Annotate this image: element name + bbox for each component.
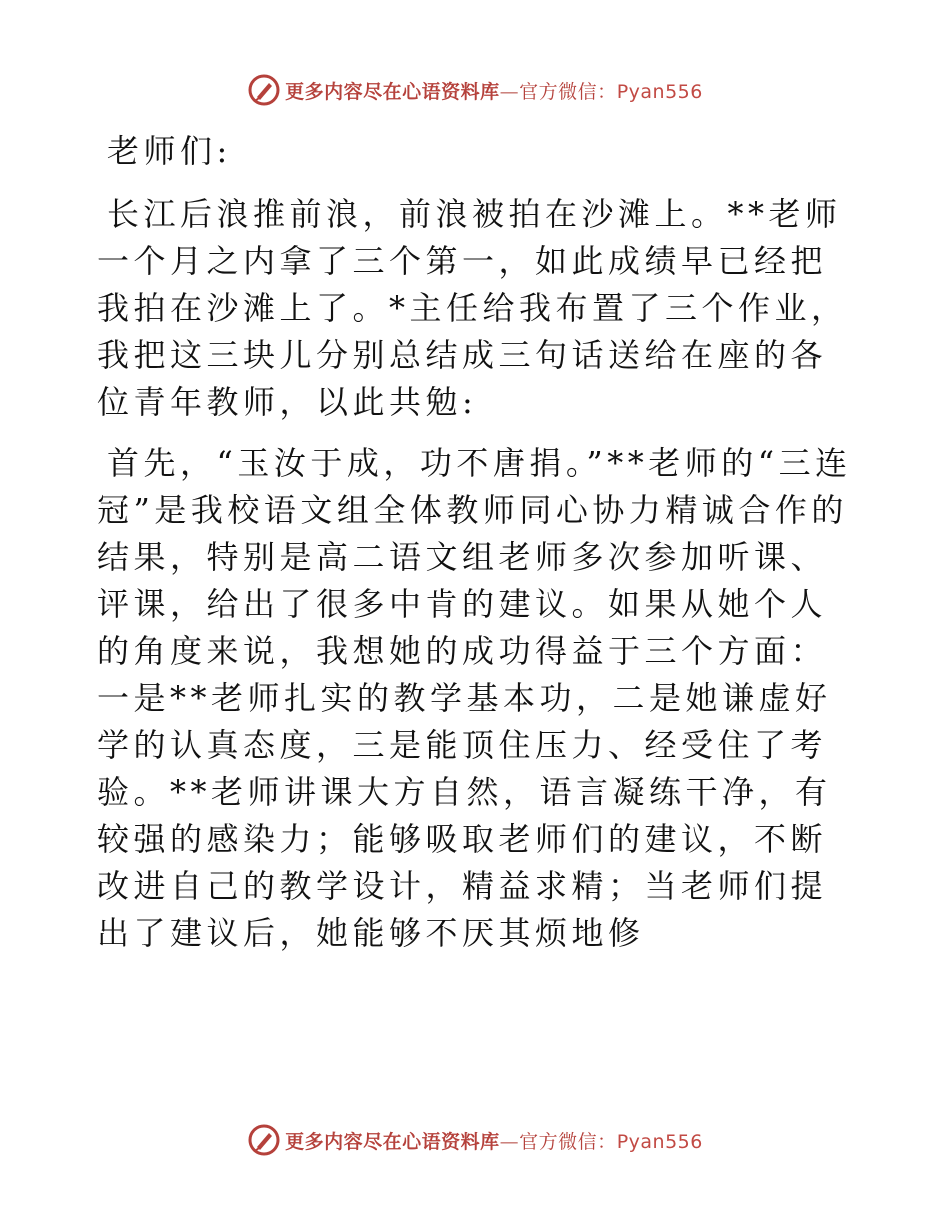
watermark-contact-label: 官方微信： xyxy=(519,80,617,103)
document-body xyxy=(97,128,857,957)
watermark-separator: — xyxy=(499,1130,520,1153)
watermark-brand: 更多内容尽在心语资料库 xyxy=(285,1130,500,1153)
paragraph-2: 首先，“玉汝于成，功不唐捐。”**老师的“三连冠”是我校语文组全体教师同心协力精诚合作的结果，特别是高二语文组老师多次参加听课、评课，给出了很多中肯的建议。如果从她个人的角度来说，我想她的成功得益于三个方面：一是**老师扎实的教学基本功，二是她谦虚好学的认真态度，三是能顶住压力、经受住了考验。**老师讲课大方自然，语言凝练干净，有较强的感染力；能够吸取老师们的建议，不断改进自己的教学设计，精益求精；当老师们提出了建议后，她能够不厌其烦地修 xyxy=(97,444,852,952)
watermark-separator: — xyxy=(499,80,520,103)
pen-seal-icon xyxy=(247,1123,281,1157)
watermark-contact-label: 官方微信： xyxy=(519,1130,617,1153)
footer-watermark xyxy=(0,1120,950,1160)
watermark-brand: 更多内容尽在心语资料库 xyxy=(285,80,500,103)
watermark-contact-id: Pyan556 xyxy=(616,80,703,103)
salutation: 老师们: xyxy=(107,132,232,170)
watermark-text xyxy=(285,77,703,104)
watermark-text xyxy=(285,1127,703,1154)
watermark-contact-id: Pyan556 xyxy=(616,1130,703,1153)
header-watermark xyxy=(0,70,950,110)
paragraph-1: 长江后浪推前浪，前浪被拍在沙滩上。**老师一个月之内拿了三个第一，如此成绩早已经把我拍在沙滩上了。*主任给我布置了三个作业，我把这三块儿分别总结成三句话送给在座的各位青年教师，以此共勉: xyxy=(97,195,848,421)
pen-seal-icon xyxy=(247,73,281,107)
